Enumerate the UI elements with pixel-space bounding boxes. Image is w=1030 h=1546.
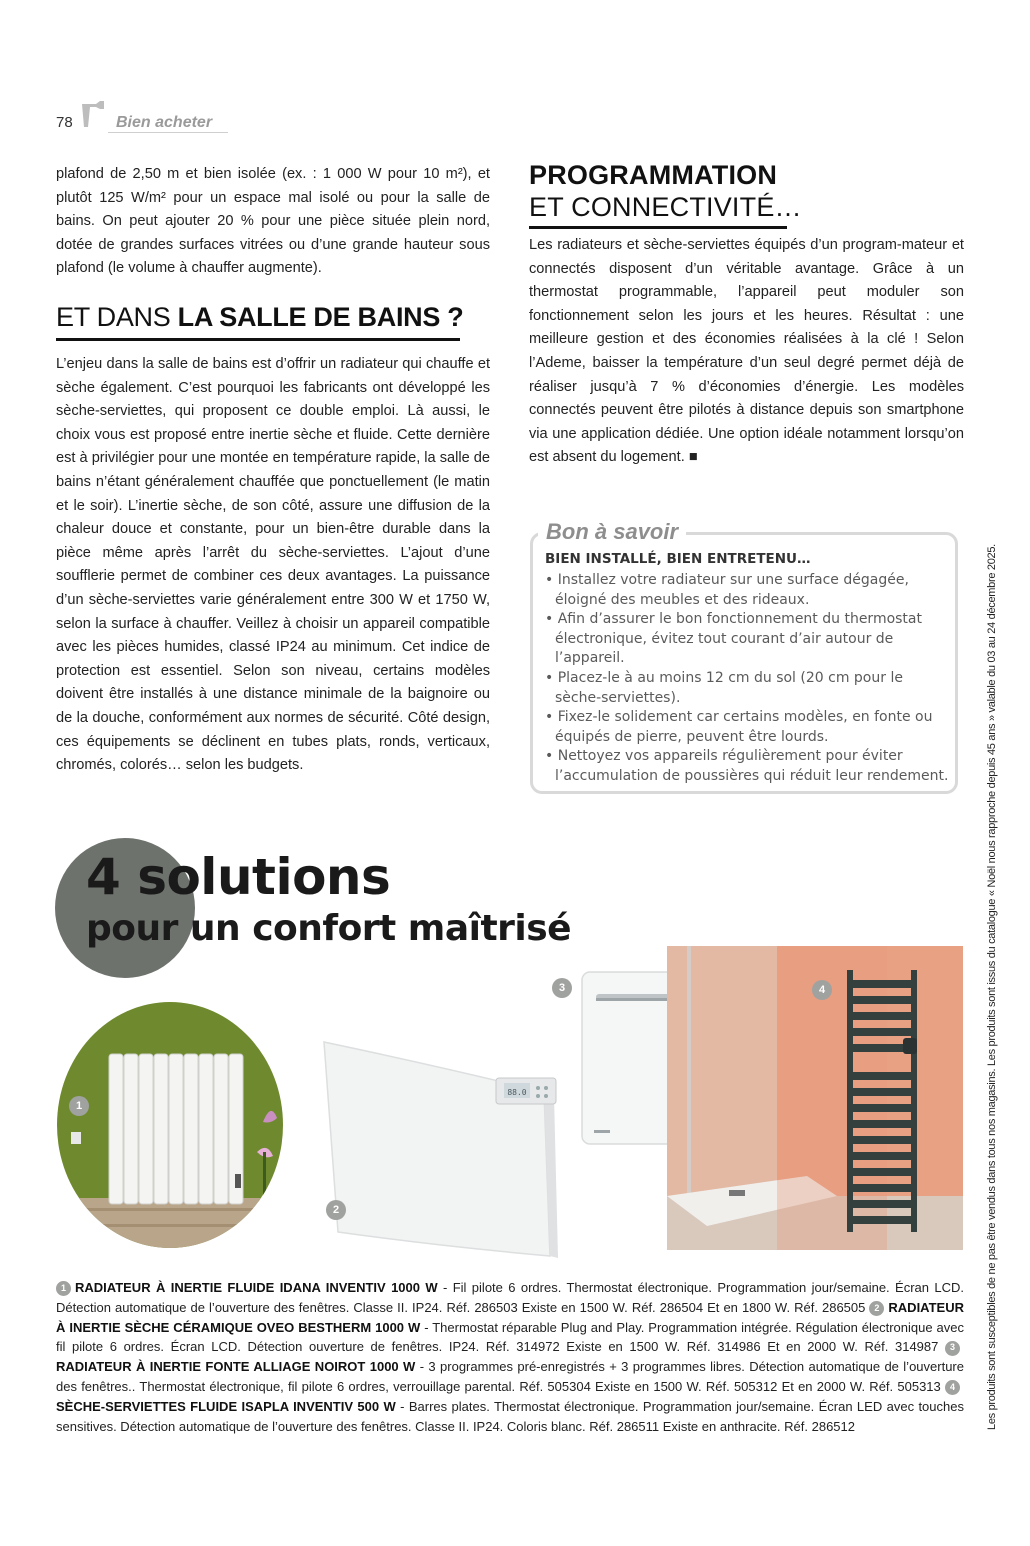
product-captions — [56, 1278, 964, 1436]
tip-list — [545, 571, 950, 787]
tip-item: • Installez votre radiateur sur une surface dégagée, éloigné des meubles et des rideaux. — [545, 571, 950, 610]
caption-desc-3: - 3 programmes pré-enregistrés + 3 programmes libres. Détection automatique de l’ouverture des fenêtres.. Thermostat électronique, fil pilote 6 ordres, verrouillage parental. Réf. 505304 Existe en 1500 W. Réf. 505312 Et en 2000 W. Réf. 505313 — [56, 1359, 964, 1394]
caption-badge-4: 4 — [945, 1380, 960, 1395]
drill-icon — [78, 98, 106, 132]
caption-name-4: SÈCHE-SERVIETTES FLUIDE ISAPLA INVENTIV 500 W — [56, 1398, 396, 1414]
tip-title-wrap — [538, 514, 686, 550]
product-4-badge: 4 — [812, 980, 832, 1000]
tip-item: • Fixez-le solidement car certains modèles, en fonte ou équipés de pierre, peuvent être lourds. — [545, 708, 950, 747]
product-2-badge: 2 — [326, 1200, 346, 1220]
product-1-badge: 1 — [69, 1096, 89, 1116]
caption-desc-2: - Thermostat réparable Plug and Play. Programmation intégrée. Régulation électronique avec fil pilote 6 ordres. Écran LCD. Détection ouverture de fenêtres. IP24. Réf. 314972 Existe en 1500 W. Réf. 314986 Et en 2000 W. Réf. 314987 — [56, 1319, 964, 1355]
programming-heading-light: ET CONNECTIVITÉ… — [529, 192, 802, 222]
header-rule — [108, 132, 228, 133]
caption-name-3: RADIATEUR À INERTIE FONTE ALLIAGE NOIROT 1000 W — [56, 1359, 416, 1375]
caption-name-2: RADIATEUR À INERTIE SÈCHE CÉRAMIQUE OVEO BESTHERM 1000 W — [56, 1299, 964, 1335]
product-4-image — [667, 946, 963, 1250]
legal-note: Les produits sont susceptibles de ne pas être vendus dans tous nos magasins. Les produits sont issus du catalogue « Noël nous rapproche depuis 45 ans » valable du 03 au 24 décembre 2025. — [986, 544, 998, 1430]
product-1-image — [57, 1002, 283, 1248]
tip-title: Bon à savoir — [546, 519, 679, 544]
tip-item: • Nettoyez vos appareils régulièrement pour éviter l’accumulation de poussières qui réduit leur rendement. — [545, 747, 950, 786]
solutions-title: 4 solutions — [86, 848, 391, 906]
caption-badge-2: 2 — [869, 1301, 884, 1316]
bathroom-paragraph: L’enjeu dans la salle de bains est d’offrir un radiateur qui chauffe et sèche également. C’est pourquoi les fabricants ont développé les sèche-serviettes, qui proposent ce double emploi. Là aussi, le choix vous est proposé entre inertie sèche et fluide. Cette dernière est à privilégier pour une montée en température rapide, la salle de bains n’étant généralement chauffée que ponctuellement (le matin et le soir). L’inertie sèche, de son côté, assure une diffusion de la chaleur douce et constante, pour un bien-être durable dans la pièce même après l’arrêt du sèche-serviettes. L’ajout d’une soufflerie permet de combiner ces deux avantages. La puissance d’un sèche-serviettes varie généralement entre 300 W et 1750 W, selon la surface à chauffer. Veillez à choisir un appareil compatible avec les pièces humides, classé IP24 au minimum. Cet indice de protection est essentiel. Selon son niveau, certains modèles doivent être installés à une distance minimale de la baignoire ou de la douche, conformément aux normes de sécurité. Côté design, ces équipements se déclinent en tubes plats, ronds, verticaux, chromés, colorés… selon les budgets. — [56, 356, 491, 774]
bathroom-heading-rule — [56, 338, 460, 341]
product-1-photo — [57, 1002, 283, 1248]
caption-badge-1: 1 — [56, 1281, 71, 1296]
caption-name-1: RADIATEUR À INERTIE FLUIDE IDANA INVENTIV 1000 W — [75, 1280, 438, 1295]
programming-paragraph: Les radiateurs et sèche-serviettes équipés d’un program-mateur et connectés disposent d’un véritable avantage. Grâce à un thermostat programmable, l’appareil peut moduler son fonctionnement selon les jours et les heures. Résultat : une meilleure gestion et des économies réalisées à la clé ! Selon l’Ademe, baisser la température d’un seul degré permet déjà de réaliser jusqu’à 7 % d’économies d’énergie. Les modèles connectés peuvent être pilotés à distance depuis son smartphone via une application dédiée. Une option idéale notamment lorsqu’on est absent du logement. ■ — [529, 237, 964, 466]
tip-item: • Afin d’assurer le bon fonctionnement du thermostat électronique, évitez tout courant d’air autour de l’appareil. — [545, 610, 950, 669]
programming-heading-rule — [529, 226, 787, 229]
bathroom-heading — [56, 302, 463, 333]
caption-desc-4: - Barres plates. Thermostat électronique. Programmation jour/semaine. Écran LED avec touches sensitives. Détection automatique de l’ouverture des fenêtres. Classe II. IP24. Coloris blanc. Réf. 286511 Existe en anthracite. Réf. 286512 — [56, 1398, 964, 1434]
intro-paragraph: plafond de 2,50 m et bien isolée (ex. : 1 000 W pour 10 m²), et plutôt 125 W/m² pour un espace mal isolé ou pour la salle de bains. On peut ajouter 20 % pour une pièce située plein nord, dotée de grandes surfaces vitrées ou d’une grande hauteur sous plafond (le volume à chauffer augmente). — [56, 166, 490, 277]
programming-heading-bold: PROGRAMMATION — [529, 160, 778, 190]
product-2-image — [318, 1036, 566, 1264]
tip-heading: BIEN INSTALLÉ, BIEN ENTRETENU… — [545, 551, 811, 567]
bathroom-heading-light: ET DANS — [56, 302, 178, 332]
caption-desc-1: - Fil pilote 6 ordres. Thermostat électronique. Programmation jour/semaine. Écran LCD. Détection automatique de l’ouverture des fenêtres. Classe II. IP24. Réf. 286503 Existe en 1500 W. Réf. 286504 Et en 1800 W. Réf. 286505 — [56, 1280, 964, 1315]
section-label: Bien acheter — [116, 114, 213, 131]
tip-content — [545, 549, 950, 787]
tip-item: • Placez-le à au moins 12 cm du sol (20 cm pour le sèche-serviettes). — [545, 669, 950, 708]
product-3-badge: 3 — [552, 978, 572, 998]
solutions-subtitle: pour un confort maîtrisé — [86, 908, 572, 949]
product-2-display: 88.0 — [507, 1088, 527, 1097]
product-2-photo — [318, 1036, 566, 1264]
caption-badge-3: 3 — [945, 1341, 960, 1356]
bathroom-heading-bold: LA SALLE DE BAINS ? — [177, 302, 464, 332]
page-number: 78 — [56, 114, 73, 131]
